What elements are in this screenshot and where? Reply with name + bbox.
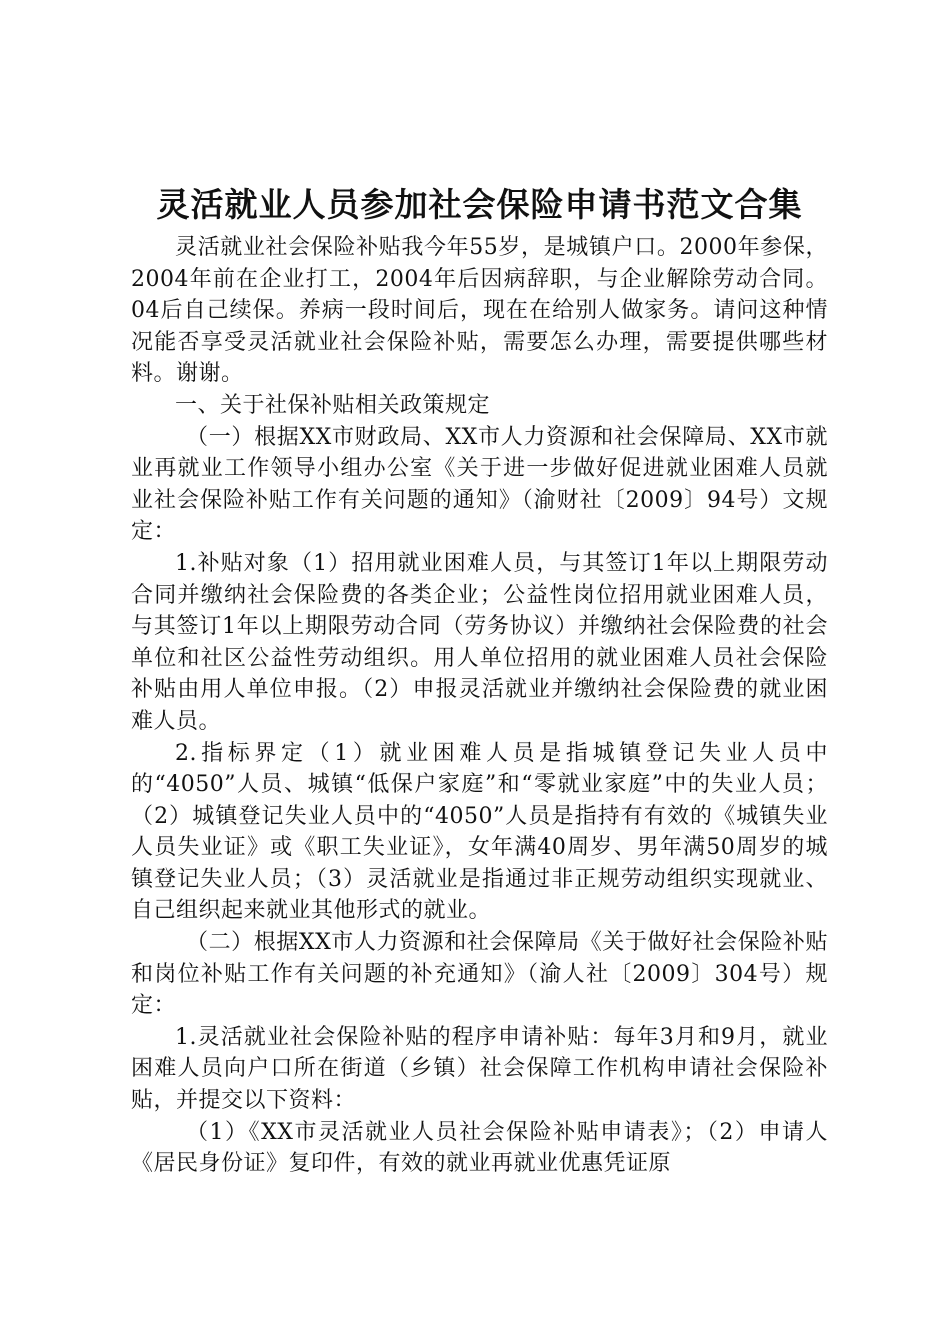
paragraph-materials: （1）《XX市灵活就业人员社会保险补贴申请表》；（2）申请人《居民身份证》复印件，有效的就业再就业优惠凭证原 bbox=[131, 1119, 828, 1177]
section-heading-1: 一、关于社保补贴相关政策规定 bbox=[175, 392, 491, 418]
paragraph-policy-1: （一）根据XX市财政局、XX市人力资源和社会保障局、XX市就业再就业工作领导小组办公室《关于进一步做好促进就业困难人员就业社会保险补贴工作有关问题的通知》（渝财社〔2009〕94号）文规定： bbox=[131, 424, 828, 545]
paragraph-intro: 灵活就业社会保险补贴我今年55岁，是城镇户口。2000年参保，2004年前在企业打工，2004年后因病辞职，与企业解除劳动合同。04后自己续保。养病一段时间后，现在在给别人做家务。请问这种情况能否享受灵活就业社会保险补贴，需要怎么办理，需要提供哪些材料。谢谢。 bbox=[131, 235, 828, 387]
paragraph-procedure: 1.灵活就业社会保险补贴的程序申请补贴：每年3月和9月，就业困难人员向户口所在街道（乡镇）社会保障工作机构申请社会保险补贴，并提交以下资料： bbox=[131, 1024, 828, 1114]
paragraph-subsidy-target: 1.补贴对象（1）招用就业困难人员，与其签订1年以上期限劳动合同并缴纳社会保险费的各类企业；公益性岗位招用就业困难人员，与其签订1年以上期限劳动合同（劳务协议）并缴纳社会保险费的社会单位和社区公益性劳动组织。用人单位招用的就业困难人员社会保险补贴由用人单位申报。（2）申报灵活就业并缴纳社会保险费的就业困难人员。 bbox=[131, 550, 828, 734]
document-page bbox=[131, 180, 828, 1180]
paragraph-indicator-definition: 2.指标界定（1）就业困难人员是指城镇登记失业人员中的“4050”人员、城镇“低保户家庭”和“零就业家庭”中的失业人员；（2）城镇登记失业人员中的“4050”人员是指持有有效的《城镇失业人员失业证》或《职工失业证》，女年满40周岁、男年满50周岁的城镇登记失业人员；（3）灵活就业是指通过非正规劳动组织实现就业、自己组织起来就业其他形式的就业。 bbox=[131, 740, 828, 924]
document-title: 灵活就业人员参加社会保险申请书范文合集 bbox=[156, 185, 803, 224]
paragraph-policy-2: （二）根据XX市人力资源和社会保障局《关于做好社会保险补贴和岗位补贴工作有关问题的补充通知》（渝人社〔2009〕304号）规定： bbox=[131, 930, 828, 1019]
